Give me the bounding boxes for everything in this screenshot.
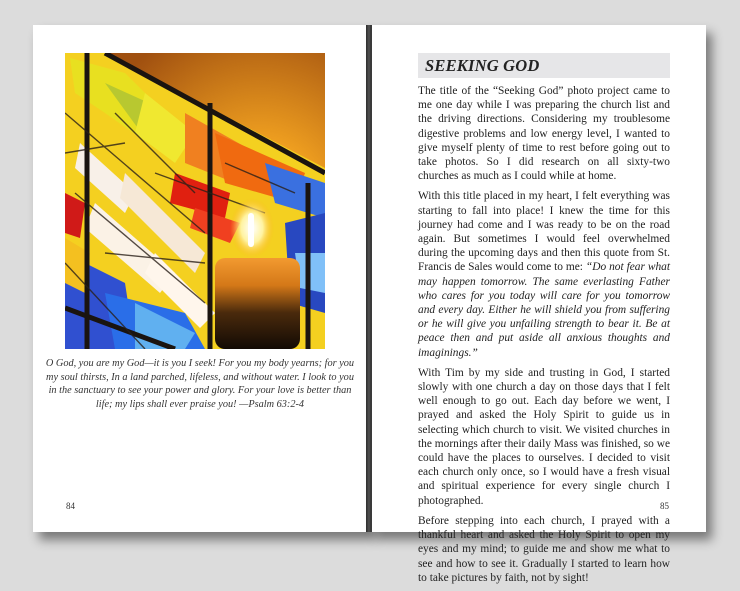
paragraph-2-intro: With this title placed in my heart, I felt everything was starting to fall into place! I knew the time for this journey had come and I was ready to be on the road again. But sometimes I would feel overwhelmed during the upcoming days and then this quote from St. Francis de Sales would come to me: — [418, 190, 670, 274]
stained-glass-photo — [65, 53, 325, 349]
left-page — [33, 25, 370, 532]
paragraph-4: Before stepping into each church, I prayed with a thankful heart and asked the Holy Spirit to open my eyes and my mind; to guide me and show me what to see and how to see it. Gradually I started to learn how to take pictures by faith, not by sight! — [418, 514, 670, 584]
paragraph-1: The title of the “Seeking God” photo project came to me one day while I was preparing the church list and the driving directions. Considering my troublesome digestive problems and low energy level, I wanted to give myself plenty of time to rest before going out to take photos. So I did research on all sixty-two churches as much as I could while at home. — [418, 85, 670, 183]
paragraph-3: With Tim by my side and trusting in God, I started slowly with one church a day on those days that I felt well enough to go out. Each day before we went, I prayed and asked the Holy Spirit to guide us in selecting which church to visit. We visited churches in the mornings after their daily Mass was finished, so we could have the places to ourselves. I decided to visit each church only once, so I would have a fresh visual and spiritual experience for every single church I photographed. — [418, 366, 670, 507]
body-text — [418, 84, 670, 591]
psalm-caption: O God, you are my God—it is you I seek! For you my body yearns; for you my soul thirsts, In a land parched, lifeless, and without water. I look to you in the sanctuary to see your power and glory. For your love is better than life; my lips shall ever praise you! —Psalm 63:2-4 — [45, 358, 355, 410]
chapter-title: SEEKING GOD — [425, 56, 540, 75]
right-page — [370, 25, 706, 584]
page-number-left: 84 — [66, 501, 75, 511]
francis-de-sales-quote: “Do not fear what may happen tomorrow. The same everlasting Father who cares for you today will care for you tomorrow and every day. Either he will shield you from suffering or he will give you unfailing strength to bear it. Be at peace then and put aside all anxious thoughts and imaginings.” — [418, 261, 670, 359]
page-number-right: 85 — [660, 501, 669, 511]
paragraph-2 — [418, 189, 670, 359]
chapter-title-box — [418, 53, 670, 78]
